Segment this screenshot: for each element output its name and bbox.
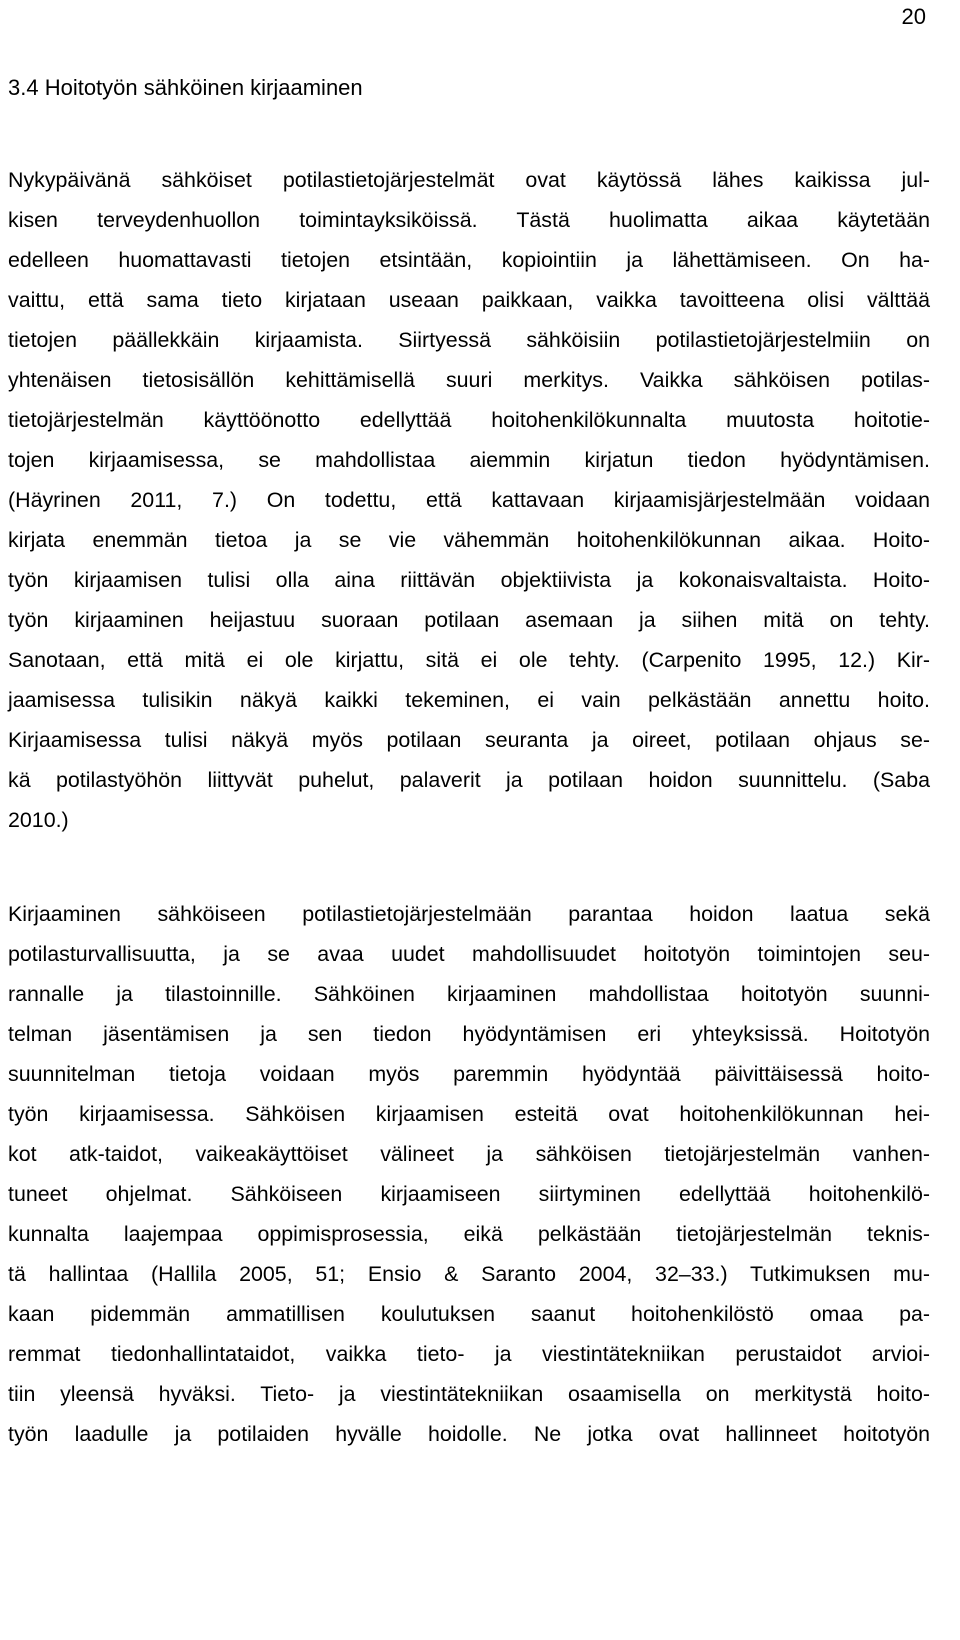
paragraph-line: kisen terveydenhuollon toimintayksiköissä. Tästä huolimatta aikaa käytetään xyxy=(8,208,930,232)
paragraph-line: kaan pidemmän ammatillisen koulutuksen saanut hoitohenkilöstö omaa pa- xyxy=(8,1302,930,1326)
section-heading: 3.4 Hoitotyön sähköinen kirjaaminen xyxy=(8,75,363,100)
paragraph-line: kä potilastyöhön liittyvät puhelut, palaverit ja potilaan hoidon suunnittelu. (Saba xyxy=(8,768,930,792)
paragraph-line: rannalle ja tilastoinnille. Sähköinen kirjaaminen mahdollistaa hoitotyön suunni- xyxy=(8,982,930,1006)
paragraph-line: tietojärjestelmän käyttöönotto edellyttää hoitohenkilökunnalta muutosta hoitotie- xyxy=(8,408,930,432)
paragraph-line: kunnalta laajempaa oppimisprosessia, eikä pelkästään tietojärjestelmän teknis- xyxy=(8,1222,930,1246)
paragraph-line: telman jäsentämisen ja sen tiedon hyödyntämisen eri yhteyksissä. Hoitotyön xyxy=(8,1022,930,1046)
paragraph-line: työn laadulle ja potilaiden hyvälle hoidolle. Ne jotka ovat hallinneet hoitotyön xyxy=(8,1422,930,1446)
paragraph-line: 2010.) xyxy=(8,808,69,832)
paragraph-line: tojen kirjaamisessa, se mahdollistaa aiemmin kirjatun tiedon hyödyntämisen. xyxy=(8,448,930,472)
paragraph-line: remmat tiedonhallintataidot, vaikka tieto- ja viestintätekniikan perustaidot arvioi- xyxy=(8,1342,930,1366)
paragraph-line: yhtenäisen tietosisällön kehittämisellä suuri merkitys. Vaikka sähköisen potilas- xyxy=(8,368,930,392)
paragraph-line: tä hallintaa (Hallila 2005, 51; Ensio & Saranto 2004, 32–33.) Tutkimuksen mu- xyxy=(8,1262,930,1286)
paragraph-line: kot atk-taidot, vaikeakäyttöiset välineet ja sähköisen tietojärjestelmän vanhen- xyxy=(8,1142,930,1166)
paragraph-line: suunnitelman tietoja voidaan myös paremmin hyödyntää päivittäisessä hoito- xyxy=(8,1062,930,1086)
paragraph-line: Kirjaamisessa tulisi näkyä myös potilaan seuranta ja oireet, potilaan ohjaus se- xyxy=(8,728,930,752)
paragraph-line: tuneet ohjelmat. Sähköiseen kirjaamiseen siirtyminen edellyttää hoitohenkilö- xyxy=(8,1182,930,1206)
paragraph-line: vaittu, että sama tieto kirjataan useaan paikkaan, vaikka tavoitteena olisi välttää xyxy=(8,288,930,312)
paragraph-line: tiin yleensä hyväksi. Tieto- ja viestintätekniikan osaamisella on merkitystä hoito- xyxy=(8,1382,930,1406)
paragraph-line: työn kirjaamisessa. Sähköisen kirjaamisen esteitä ovat hoitohenkilökunnan hei- xyxy=(8,1102,930,1126)
paragraph-line: työn kirjaaminen heijastuu suoraan potilaan asemaan ja siihen mitä on tehty. xyxy=(8,608,930,632)
page-number: 20 xyxy=(901,4,926,29)
paragraph-line: edelleen huomattavasti tietojen etsintään, kopiointiin ja lähettämiseen. On ha- xyxy=(8,248,930,272)
paragraph-line: tietojen päällekkäin kirjaamista. Siirtyessä sähköisiin potilastietojärjestelmiin on xyxy=(8,328,930,352)
paragraph-line: Nykypäivänä sähköiset potilastietojärjestelmät ovat käytössä lähes kaikissa jul- xyxy=(8,168,930,192)
paragraph-line: Kirjaaminen sähköiseen potilastietojärjestelmään parantaa hoidon laatua sekä xyxy=(8,902,930,926)
paragraph-line: jaamisessa tulisikin näkyä kaikki tekeminen, ei vain pelkästään annettu hoito. xyxy=(8,688,930,712)
paragraph-line: Sanotaan, että mitä ei ole kirjattu, sitä ei ole tehty. (Carpenito 1995, 12.) Kir- xyxy=(8,648,930,672)
paragraph-line: potilasturvallisuutta, ja se avaa uudet mahdollisuudet hoitotyön toimintojen seu- xyxy=(8,942,930,966)
paragraph-line: kirjata enemmän tietoa ja se vie vähemmän hoitohenkilökunnan aikaa. Hoito- xyxy=(8,528,930,552)
paragraph-line: (Häyrinen 2011, 7.) On todettu, että kattavaan kirjaamisjärjestelmään voidaan xyxy=(8,488,930,512)
paragraph-line: työn kirjaamisen tulisi olla aina riittävän objektiivista ja kokonaisvaltaista. Hoito- xyxy=(8,568,930,592)
